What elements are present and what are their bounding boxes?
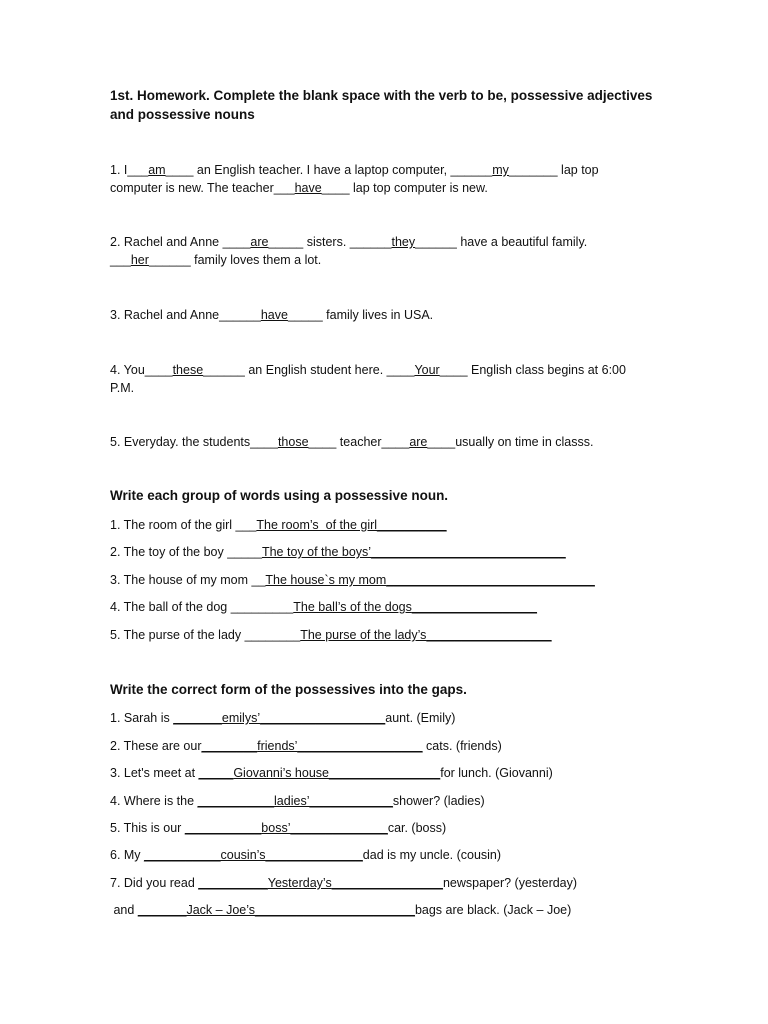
answer-4b: Your xyxy=(414,363,440,377)
answer-3: have xyxy=(260,308,288,322)
possessive-noun-item-3: 3. The house of my mom __The house`s my mom______________________________ xyxy=(110,573,595,587)
answer-1c: have xyxy=(294,181,322,195)
possessive-gap-item-1: 1. Sarah is _______emilys’__________________aunt. (Emily) xyxy=(110,711,456,725)
question-2-line-1: 2. Rachel and Anne ____are_____ sisters. ______they______ have a beautiful family. xyxy=(110,235,588,249)
answer-5b: are xyxy=(409,435,428,449)
possessive-gap-item-2: 2. These are our________friends’__________________ cats. (friends) xyxy=(110,739,502,753)
question-4-line-1: 4. You____these______ an English student here. ____Your____ English class begins at 6:00 xyxy=(110,363,626,377)
answer-2c: her xyxy=(130,253,149,267)
possessive-gap-item-3: 3. Let's meet at _____Giovanni’s house________________for lunch. (Giovanni) xyxy=(110,766,553,780)
answer-2a: are xyxy=(250,235,269,249)
question-2-line-2: ___her______ family loves them a lot. xyxy=(110,253,322,267)
possessive-gap-item-4: 4. Where is the ___________ladies’____________shower? (ladies) xyxy=(110,794,485,808)
question-3: 3. Rachel and Anne______have_____ family lives in USA. xyxy=(110,308,434,322)
possessive-gap-item-5: 5. This is our ___________boss’______________car. (boss) xyxy=(110,821,447,835)
possessive-gap-item-6: 6. My ___________cousin’s______________dad is my uncle. (cousin) xyxy=(110,848,502,862)
possessive-noun-item-1: 1. The room of the girl ___The room’s of the girl__________ xyxy=(110,518,447,532)
section-2-heading: Write each group of words using a possessive noun. xyxy=(110,488,449,503)
possessive-noun-item-4: 4. The ball of the dog _________The ball’s of the dogs__________________ xyxy=(110,600,538,614)
answer-5a: those xyxy=(277,435,309,449)
answer-2b: they xyxy=(391,235,416,249)
question-5: 5. Everyday. the students____those____ teacher____are____usually on time in classs. xyxy=(110,435,594,449)
possessive-noun-item-2: 2. The toy of the boy _____The toy of the boys’____________________________ xyxy=(110,545,566,559)
question-1-line-2: computer is new. The teacher___have____ lap top computer is new. xyxy=(110,181,488,195)
possessive-noun-item-5: 5. The purse of the lady ________The purse of the lady’s__________________ xyxy=(110,628,552,642)
possessive-gap-item-8: and _______Jack – Joe’s_______________________bags are black. (Jack – Joe) xyxy=(110,903,572,917)
possessive-gap-item-7: 7. Did you read __________Yesterday’s________________newspaper? (yesterday) xyxy=(110,876,578,890)
page-title-line-1: 1st. Homework. Complete the blank space with the verb to be, possessive adjectives xyxy=(110,88,653,103)
section-3-heading: Write the correct form of the possessives into the gaps. xyxy=(110,682,467,697)
answer-1a: am xyxy=(148,163,166,177)
question-4-line-2: P.M. xyxy=(110,381,135,395)
page-title-line-2: and possessive nouns xyxy=(110,107,255,122)
answer-1b: my xyxy=(492,163,509,177)
answer-4a: these xyxy=(172,363,204,377)
question-1-line-1: 1. I___am____ an English teacher. I have a laptop computer, ______my_______ lap top xyxy=(110,163,599,177)
